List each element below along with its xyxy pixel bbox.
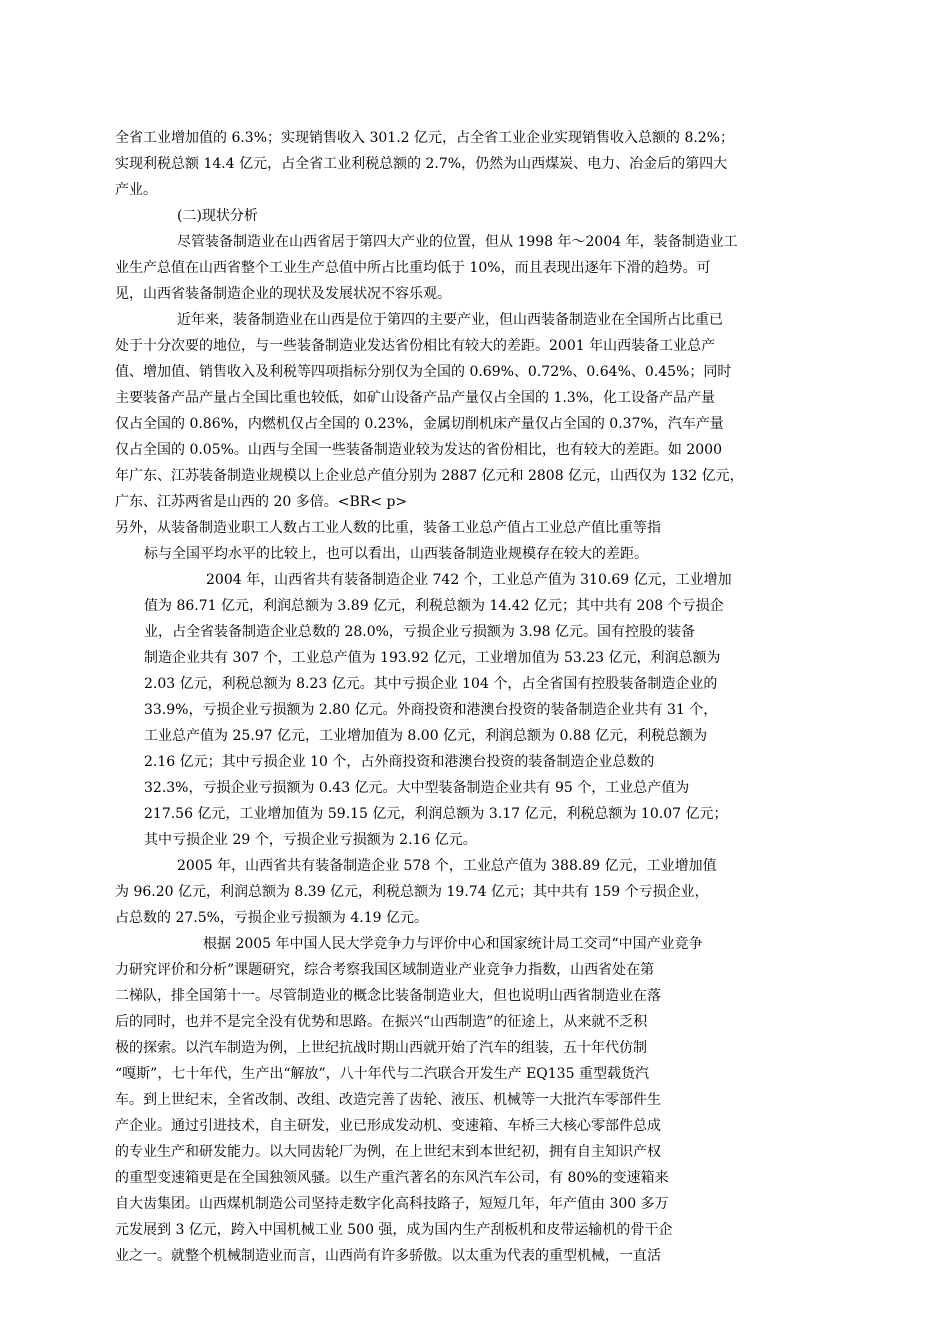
line: 值为 86.71 亿元，利润总额为 3.89 亿元，利税总额为 14.42 亿元；其中共有 208 个亏损企 xyxy=(144,598,724,614)
paragraph-1 xyxy=(115,125,840,203)
line: 主要装备产品产量占全国比重也较低，如矿山设备产品产量仅占全国的 1.3%，化工设备产品产量 xyxy=(115,390,716,406)
line: 另外，从装备制造业职工人数占工业人数的比重，装备工业总产值占工业总产值比重等指 xyxy=(115,520,661,536)
line: 根据 2005 年中国人民大学竞争力与评价中心和国家统计局工交司“中国产业竞争 xyxy=(203,936,703,952)
line: 实现利税总额 14.4 亿元，占全省工业利税总额的 2.7%，仍然为山西煤炭、电力、冶金后的第四大 xyxy=(115,156,728,172)
line: 标与全国平均水平的比较上，也可以看出，山西装备制造业规模存在较大的差距。 xyxy=(144,546,648,562)
paragraph-5 xyxy=(144,567,840,853)
line: 的专业生产和研发能力。以大同齿轮厂为例，在上世纪末到本世纪初，拥有自主知识产权 xyxy=(115,1144,661,1160)
paragraph-2 xyxy=(115,229,840,307)
line: 极的探索。以汽车制造为例，上世纪抗战时期山西就开始了汽车的组装，五十年代仿制 xyxy=(115,1040,647,1056)
line: “嘎斯”，七十年代，生产出“解放”，八十年代与二汽联合开发生产 EQ135 重型载货汽 xyxy=(115,1066,649,1082)
line: 广东、江苏两省是山西的 20 多倍。<BR< p> xyxy=(115,494,408,510)
paragraph-7 xyxy=(115,931,840,1269)
line: 仅占全国的 0.05%。山西与全国一些装备制造业较为发达的省份相比，也有较大的差距。如 2000 xyxy=(115,442,723,458)
line: 制造企业共有 307 个，工业总产值为 193.92 亿元，工业增加值为 53.23 亿元，利润总额为 xyxy=(144,650,721,666)
line: 元发展到 3 亿元，跨入中国机械工业 500 强，成为国内生产刮板机和皮带运输机的骨干企 xyxy=(115,1222,673,1238)
line: 2005 年，山西省共有装备制造企业 578 个，工业总产值为 388.89 亿元，工业增加值 xyxy=(177,858,717,874)
line: 力研究评价和分析”课题研究，综合考察我国区域制造业产业竞争力指数，山西省处在第 xyxy=(115,962,655,978)
line: 处于十分次要的地位，与一些装备制造业发达省份相比有较大的差距。2001 年山西装备工业总产 xyxy=(115,338,716,354)
line: 尽管装备制造业在山西省居于第四大产业的位置，但从 1998 年～2004 年，装备制造业工 xyxy=(177,234,738,250)
line: 二梯队，排全国第十一。尽管制造业的概念比装备制造业大，但也说明山西省制造业在落 xyxy=(115,988,661,1004)
line: 仅占全国的 0.86%，内燃机仅占全国的 0.23%，金属切削机床产量仅占全国的 0.37%，汽车产量 xyxy=(115,416,724,432)
line: 217.56 亿元，工业增加值为 59.15 亿元，利润总额为 3.17 亿元，利税总额为 10.07 亿元； xyxy=(144,806,728,822)
line: 年广东、江苏装备制造业规模以上企业总产值分别为 2887 亿元和 2808 亿元，山西仅为 132 亿元， xyxy=(115,468,744,484)
paragraph-6 xyxy=(115,853,840,931)
line: 近年来，装备制造业在山西是位于第四的主要产业，但山西装备制造业在全国所占比重已 xyxy=(177,312,723,328)
line: 车。到上世纪末，全省改制、改组、改造完善了齿轮、液压、机械等一大批汽车零部件生 xyxy=(115,1092,661,1108)
line: 产企业。通过引进技术，自主研发，业已形成发动机、变速箱、车桥三大核心零部件总成 xyxy=(115,1118,661,1134)
line: 业，占全省装备制造企业总数的 28.0%，亏损企业亏损额为 3.98 亿元。国有控股的装备 xyxy=(144,624,695,640)
line: 工业总产值为 25.97 亿元，工业增加值为 8.00 亿元，利润总额为 0.88 亿元，利税总额为 xyxy=(144,728,708,744)
line: 2.16 亿元；其中亏损企业 10 个，占外商投资和港澳台投资的装备制造企业总数的 xyxy=(144,754,655,770)
line: 33.9%，亏损企业亏损额为 2.80 亿元。外商投资和港澳台投资的装备制造企业共有 31 个， xyxy=(144,702,718,718)
line: 占总数的 27.5%，亏损企业亏损额为 4.19 亿元。 xyxy=(115,910,428,926)
line: 32.3%，亏损企业亏损额为 0.43 亿元。大中型装备制造企业共有 95 个，工业总产值为 xyxy=(144,780,690,796)
heading-text: (二)现状分析 xyxy=(177,208,258,224)
paragraph-4 xyxy=(115,515,840,567)
line: 后的同时，也并不是完全没有优势和思路。在振兴“山西制造”的征途上，从来就不乏积 xyxy=(115,1014,648,1030)
line: 产业。 xyxy=(115,182,157,198)
line: 业生产总值在山西省整个工业生产总值中所占比重均低于 10%，而且表现出逐年下滑的趋势。可 xyxy=(115,260,711,276)
paragraph-3 xyxy=(115,307,840,515)
line: 为 96.20 亿元，利润总额为 8.39 亿元，利税总额为 19.74 亿元；其中共有 159 个亏损企业， xyxy=(115,884,709,900)
line: 2.03 亿元，利税总额为 8.23 亿元。其中亏损企业 104 个，占全省国有控股装备制造企业的 xyxy=(144,676,718,692)
line: 全省工业增加值的 6.3%；实现销售收入 301.2 亿元，占全省工业企业实现销售收入总额的 8.2%； xyxy=(115,130,735,146)
line: 业之一。就整个机械制造业而言，山西尚有许多骄傲。以太重为代表的重型机械，一直活 xyxy=(115,1248,661,1264)
line: 值、增加值、销售收入及利税等四项指标分别仅为全国的 0.69%、0.72%、0.64%、0.45%；同时 xyxy=(115,364,732,380)
section-heading xyxy=(177,203,902,229)
line: 2004 年，山西省共有装备制造企业 742 个，工业总产值为 310.69 亿元，工业增加 xyxy=(206,572,732,588)
line: 自大齿集团。山西煤机制造公司坚持走数字化高科技路子，短短几年，年产值由 300 多万 xyxy=(115,1196,669,1212)
line: 的重型变速箱更是在全国独领风骚。以生产重汽著名的东风汽车公司，有 80%的变速箱来 xyxy=(115,1170,669,1186)
line: 见，山西省装备制造企业的现状及发展状况不容乐观。 xyxy=(115,286,451,302)
line: 其中亏损企业 29 个，亏损企业亏损额为 2.16 亿元。 xyxy=(144,832,477,848)
